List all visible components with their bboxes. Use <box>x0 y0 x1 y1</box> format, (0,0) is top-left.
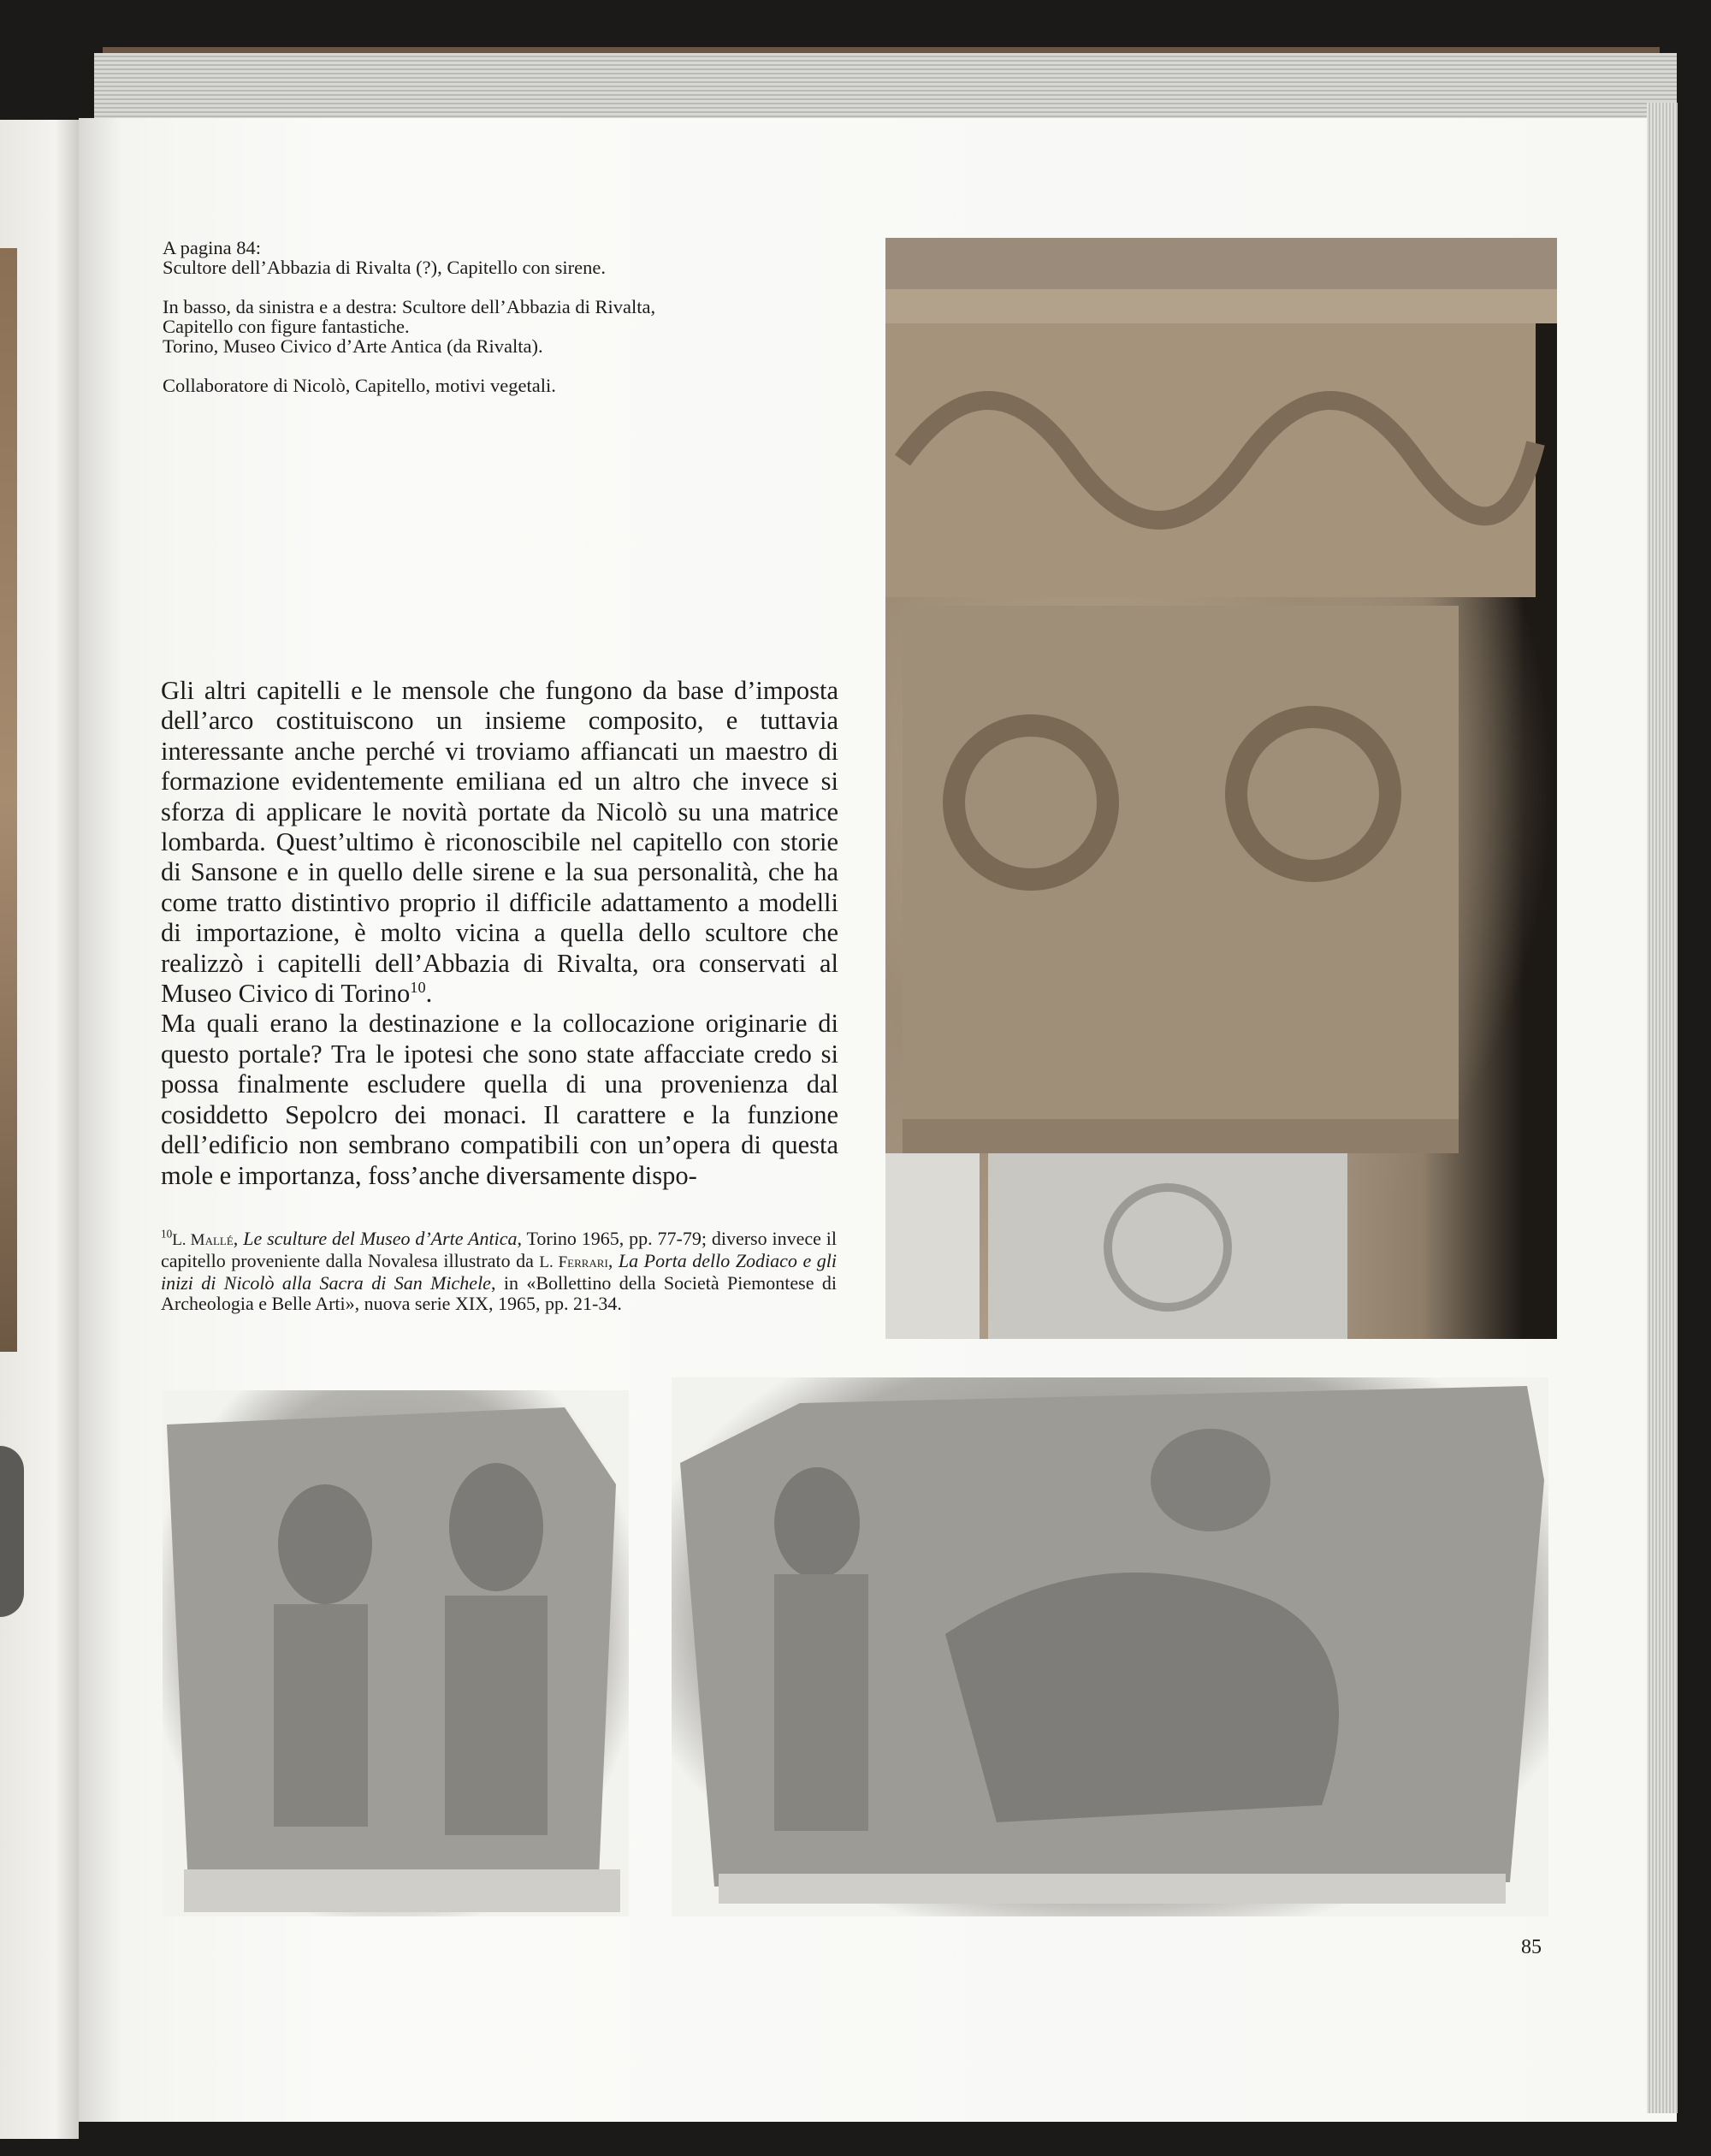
footnote-ref: 10 <box>410 978 426 996</box>
photo-capital-fantastic-figures-right <box>672 1377 1548 1916</box>
caption-line: Torino, Museo Civico d’Arte Antica (da Rivalta). <box>163 335 543 357</box>
caption-3 <box>163 376 813 395</box>
footnote-author: L. Mallé <box>172 1231 234 1249</box>
footnote-title: Le sculture del Museo d’Arte Antica <box>243 1228 518 1249</box>
paragraph-2: Ma quali erano la destinazione e la collocazione originarie di questo portale? Tra le ipotesi che sono state affacciate credo si possa finalmente escludere quella di una provenienza dal cosiddetto Sepolcro dei monaci. Il carattere e la funzione dell’edificio non sembrano compatibili con un’opera di questa mole e importanza, foss’anche diversamente dispo- <box>161 1009 838 1190</box>
photo-capital-fantastic-figures-left <box>163 1390 629 1916</box>
footnote-text: , <box>607 1250 619 1271</box>
page-stack-edges <box>94 53 1677 126</box>
footnote-title: La Porta dello Zodiaco e gli inizi di Nicolò alla Sacra di San Michele <box>161 1250 837 1294</box>
relief-illustration <box>672 1377 1548 1916</box>
footnote-text: , in «Bollettino della Società Piemontese di Archeologia e Belle Arti», nuova serie XIX, 1965, pp. 21-34. <box>161 1272 837 1314</box>
caption-1 <box>163 238 813 277</box>
page-stack-right-edge <box>1647 103 1678 2113</box>
footnote-number: 10 <box>161 1227 173 1241</box>
page-number: 85 <box>1521 1936 1542 1958</box>
body-text <box>161 676 838 1191</box>
paragraph-1 <box>161 676 838 1009</box>
caption-line: Collaboratore di Nicolò, Capitello, motivi vegetali. <box>163 375 556 396</box>
footnote-text: , Torino 1965, pp. 77-79; diverso invece il capitello proveniente dalla Novalesa illustrato da <box>161 1228 838 1271</box>
footnote-author: L. Ferrari <box>539 1253 608 1271</box>
photo-capital-vegetal-motifs <box>885 238 1557 1339</box>
left-page-photo-fragment <box>0 248 17 1352</box>
left-page-photo-fragment <box>0 1446 24 1617</box>
captions <box>163 238 813 415</box>
caption-line: Scultore dell’Abbazia di Rivalta (?), Capitello con sirene. <box>163 257 606 278</box>
paragraph-text: Gli altri capitelli e le mensole che fungono da base d’imposta dell’arco costituiscono un insieme composito, e tuttavia interessante anche perché vi troviamo affiancati un maestro di formazione evidentemente emiliana ed un altro che invece si sforza di applicare le novità portate da Nicolò su una matrice lombarda. Quest’ultimo è riconoscibile nel capitello con storie di Sansone e in quello delle sirene e la sua personalità, che ha come tratto distintivo proprio il difficile adattamento a modelli di importazione, è molto vicina a quella dello scultore che realizzò i capitelli dell’Abbazia di Rivalta, ora conservati al Museo Civico di Torino <box>161 676 838 1009</box>
caption-line: In basso, da sinistra e a destra: Scultore dell’Abbazia di Rivalta, <box>163 296 656 317</box>
relief-illustration <box>163 1390 629 1916</box>
capital-illustration <box>885 238 1557 1339</box>
caption-line: A pagina 84: <box>163 237 261 258</box>
footnote: $^{10}$L. Mallé, Le sculture del Museo d’Arte Antica, Torino 1965, pp. 77-79; diverso invece il capitello proveniente dalla Novalesa illustrato da L. Ferrari, La Porta dello Zodiaco e gli inizi di Nicolò alla Sacra di San Michele, in «Bollettino della Società Piemontese di Archeologia e Belle Arti», nuova serie XIX, 1965, pp. 21-34. <box>161 1227 838 1314</box>
punct: . <box>425 979 433 1009</box>
caption-line: Capitello con figure fantastiche. <box>163 316 410 337</box>
caption-2 <box>163 297 813 356</box>
